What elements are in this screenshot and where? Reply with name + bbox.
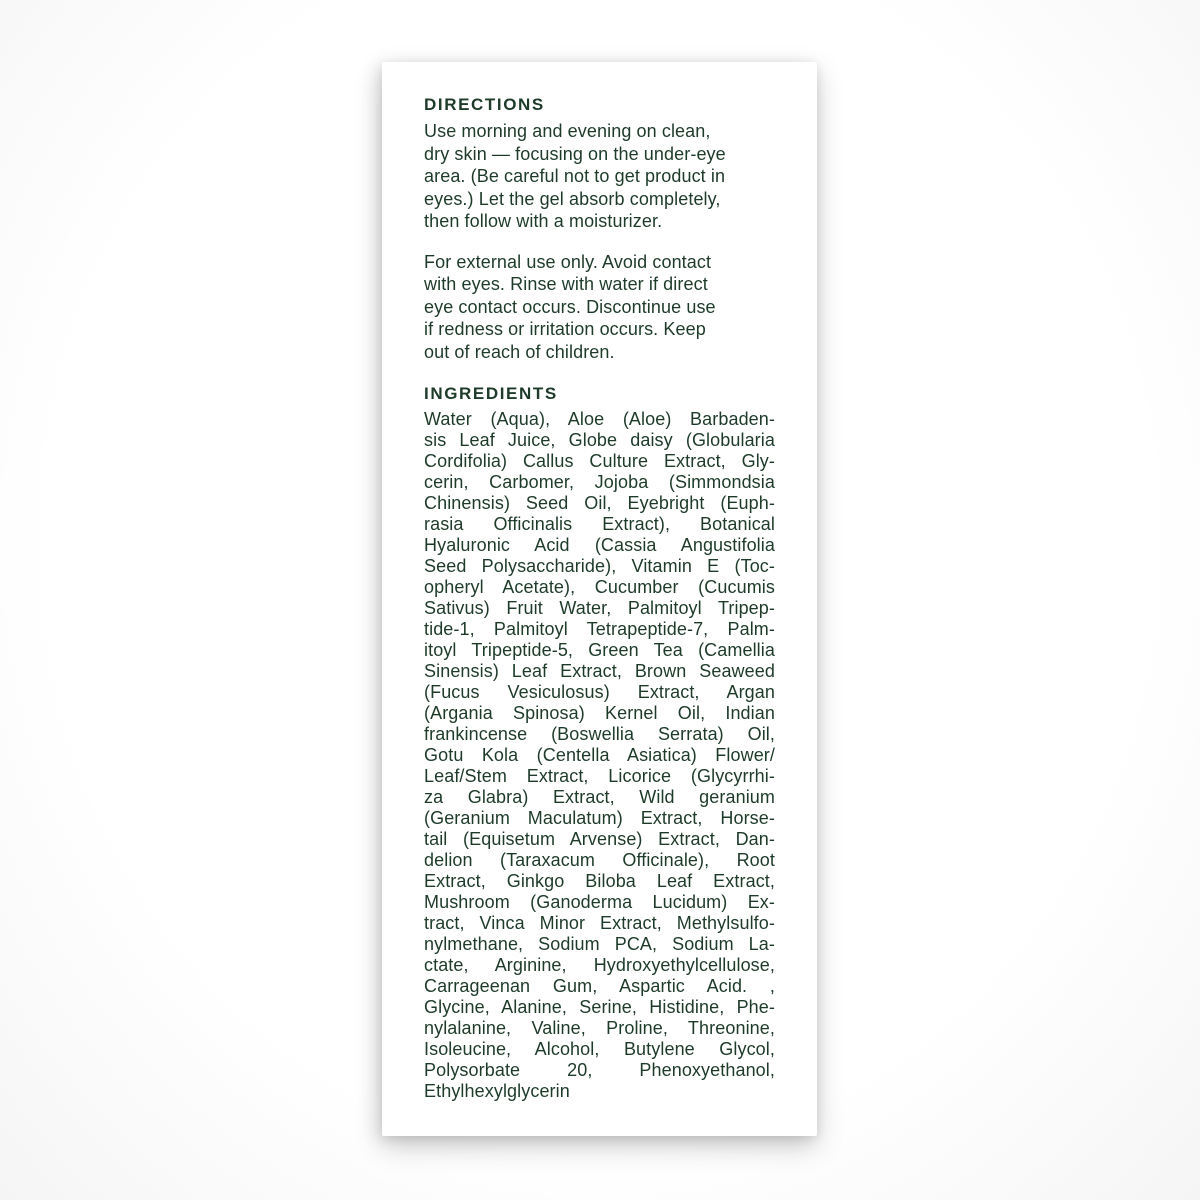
text-line: (Geranium Maculatum) Extract, Horse-: [424, 808, 775, 828]
text-line: out of reach of children.: [424, 341, 615, 362]
text-line: cerin, Carbomer, Jojoba (Simmondsia: [424, 472, 775, 492]
directions-paragraph-usage: [424, 120, 775, 233]
label-back-panel: [382, 62, 817, 1136]
text-line: nylalanine, Valine, Proline, Threonine,: [424, 1018, 775, 1038]
text-line: then follow with a moisturizer.: [424, 211, 663, 231]
text-line: opheryl Acetate), Cucumber (Cucumis: [424, 577, 775, 597]
text-line: za Glabra) Extract, Wild geranium: [424, 787, 775, 807]
text-line: For external use only. Avoid contact: [424, 251, 712, 272]
text-line: Seed Polysaccharide), Vitamin E (Toc-: [424, 556, 775, 576]
text-line: dry skin — focusing on the under-eye: [424, 143, 726, 164]
ingredients-heading: INGREDIENTS: [424, 384, 558, 403]
text-line: Carrageenan Gum, Aspartic Acid. ,: [424, 976, 775, 996]
text-line: frankincense (Boswellia Serrata) Oil,: [424, 724, 775, 744]
ingredients-list: [424, 409, 775, 1102]
text-line: tide-1, Palmitoyl Tetrapeptide-7, Palm-: [424, 619, 775, 639]
text-line: area. (Be careful not to get product in: [424, 166, 726, 186]
text-line: delion (Taraxacum Officinale), Root: [424, 850, 775, 870]
text-line: rasia Officinalis Extract), Botanical: [424, 514, 775, 534]
text-line: eye contact occurs. Discontinue use: [424, 296, 716, 317]
directions-heading: DIRECTIONS: [424, 95, 545, 114]
text-line: Mushroom (Ganoderma Lucidum) Ex-: [424, 892, 775, 912]
text-line: sis Leaf Juice, Globe daisy (Globularia: [424, 430, 775, 450]
text-line: (Argania Spinosa) Kernel Oil, Indian: [424, 703, 775, 723]
text-line: Gotu Kola (Centella Asiatica) Flower/: [424, 745, 775, 765]
text-line: Hyaluronic Acid (Cassia Angustifolia: [424, 535, 775, 555]
text-line: Cordifolia) Callus Culture Extract, Gly-: [424, 451, 775, 471]
text-line: tail (Equisetum Arvense) Extract, Dan-: [424, 829, 775, 849]
text-line: Leaf/Stem Extract, Licorice (Glycyrrhi-: [424, 766, 775, 786]
text-line: itoyl Tripeptide-5, Green Tea (Camellia: [424, 640, 775, 660]
text-line: Use morning and evening on clean,: [424, 121, 711, 141]
text-line: Glycine, Alanine, Serine, Histidine, Phe-: [424, 997, 775, 1017]
text-line: if redness or irritation occurs. Keep: [424, 319, 706, 339]
text-line: tract, Vinca Minor Extract, Methylsulfo-: [424, 913, 775, 933]
text-line: eyes.) Let the gel absorb completely,: [424, 188, 721, 209]
text-line: Ethylhexylglycerin: [424, 1081, 570, 1101]
text-line: ctate, Arginine, Hydroxyethylcellulose,: [424, 955, 775, 975]
text-line: (Fucus Vesiculosus) Extract, Argan: [424, 682, 775, 702]
text-line: with eyes. Rinse with water if direct: [424, 274, 708, 294]
text-line: nylmethane, Sodium PCA, Sodium La-: [424, 934, 775, 954]
text-line: Isoleucine, Alcohol, Butylene Glycol,: [424, 1039, 775, 1059]
text-line: Water (Aqua), Aloe (Aloe) Barbaden-: [424, 409, 775, 429]
text-line: Sativus) Fruit Water, Palmitoyl Tripep-: [424, 598, 775, 618]
text-line: Polysorbate 20, Phenoxyethanol,: [424, 1060, 775, 1080]
directions-paragraph-warning: [424, 251, 775, 364]
text-line: Chinensis) Seed Oil, Eyebright (Euph-: [424, 493, 775, 513]
text-line: Extract, Ginkgo Biloba Leaf Extract,: [424, 871, 775, 891]
text-line: Sinensis) Leaf Extract, Brown Seaweed: [424, 661, 775, 681]
